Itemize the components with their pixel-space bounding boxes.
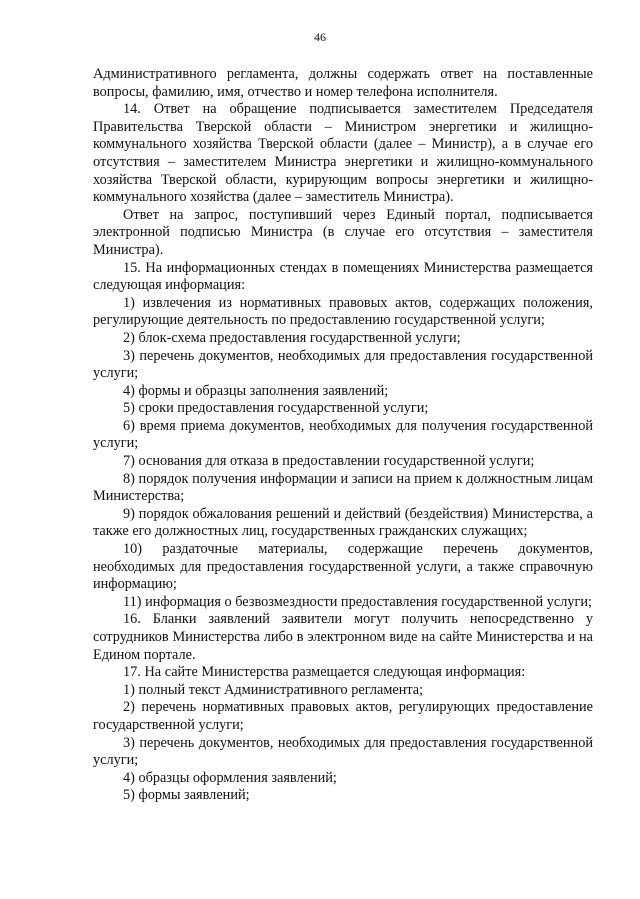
paragraph-continuation: Административного регламента, должны содержать ответ на поставленные вопросы, фамилию, имя, отчество и номер телефона исполнителя. — [93, 66, 593, 100]
paragraph-14: 14. Ответ на обращение подписывается заместителем Председателя Правительства Тверской области – Министром энергетики и жилищно-коммунального хозяйства Тверской области (далее – Министр), а в случае его отсутствия – заместителем Министра энергетики и жилищно-коммунального хозяйства Тверской области, курирующим вопросы энергетики и жилищно-коммунального хозяйства (далее – заместитель Министра). — [93, 101, 593, 206]
paragraph-15: 15. На информационных стендах в помещениях Министерства размещается следующая информация: — [93, 259, 593, 294]
paragraph-portal-reply: Ответ на запрос, поступивший через Единый портал, подписывается электронной подписью Министра (в случае его отсутствия – заместителя Министра). — [93, 206, 593, 258]
list-item: 2) блок-схема предоставления государственной услуги; — [123, 329, 461, 346]
paragraph-16: 16. Бланки заявлений заявители могут получить непосредственно у сотрудников Министерства либо в электронном виде на сайте Министерства и на Едином портале. — [93, 611, 593, 663]
page-number: 46 — [314, 30, 326, 44]
list-item: 2) перечень нормативных правовых актов, регулирующих предоставление государственной услуги; — [93, 699, 593, 733]
list-item: 9) порядок обжалования решений и действий (бездействия) Министерства, а также его должностных лиц, государственных гражданских служащих; — [93, 505, 593, 540]
list-item: 3) перечень документов, необходимых для предоставления государственной услуги; — [93, 347, 593, 382]
list-item: 1) извлечения из нормативных правовых актов, содержащих положения, регулирующие деятельность по предоставлению государственной услуги; — [93, 294, 593, 329]
list-item: 7) основания для отказа в предоставлении государственной услуги; — [123, 453, 535, 470]
list-item: 1) полный текст Административного регламента; — [123, 681, 424, 698]
list-item: 5) сроки предоставления государственной услуги; — [123, 400, 429, 417]
list-item: 6) время приема документов, необходимых для получения государственной услуги; — [93, 417, 593, 452]
list-item: 3) перечень документов, необходимых для предоставления государственной услуги; — [93, 734, 593, 769]
list-item: 8) порядок получения информации и записи на прием к должностным лицам Министерства; — [93, 470, 593, 505]
document-body — [93, 66, 593, 805]
list-item: 11) информация о безвозмездности предоставления государственной услуги; — [123, 593, 592, 610]
list-item: 10) раздаточные материалы, содержащие перечень документов, необходимых для предоставления государственной услуги, а также справочную информацию; — [93, 541, 593, 593]
paragraph-17: 17. На сайте Министерства размещается следующая информация: — [123, 664, 526, 681]
list-item: 4) образцы оформления заявлений; — [123, 769, 337, 786]
list-item: 4) формы и образцы заполнения заявлений; — [123, 382, 389, 399]
list-item: 5) формы заявлений; — [123, 787, 250, 804]
